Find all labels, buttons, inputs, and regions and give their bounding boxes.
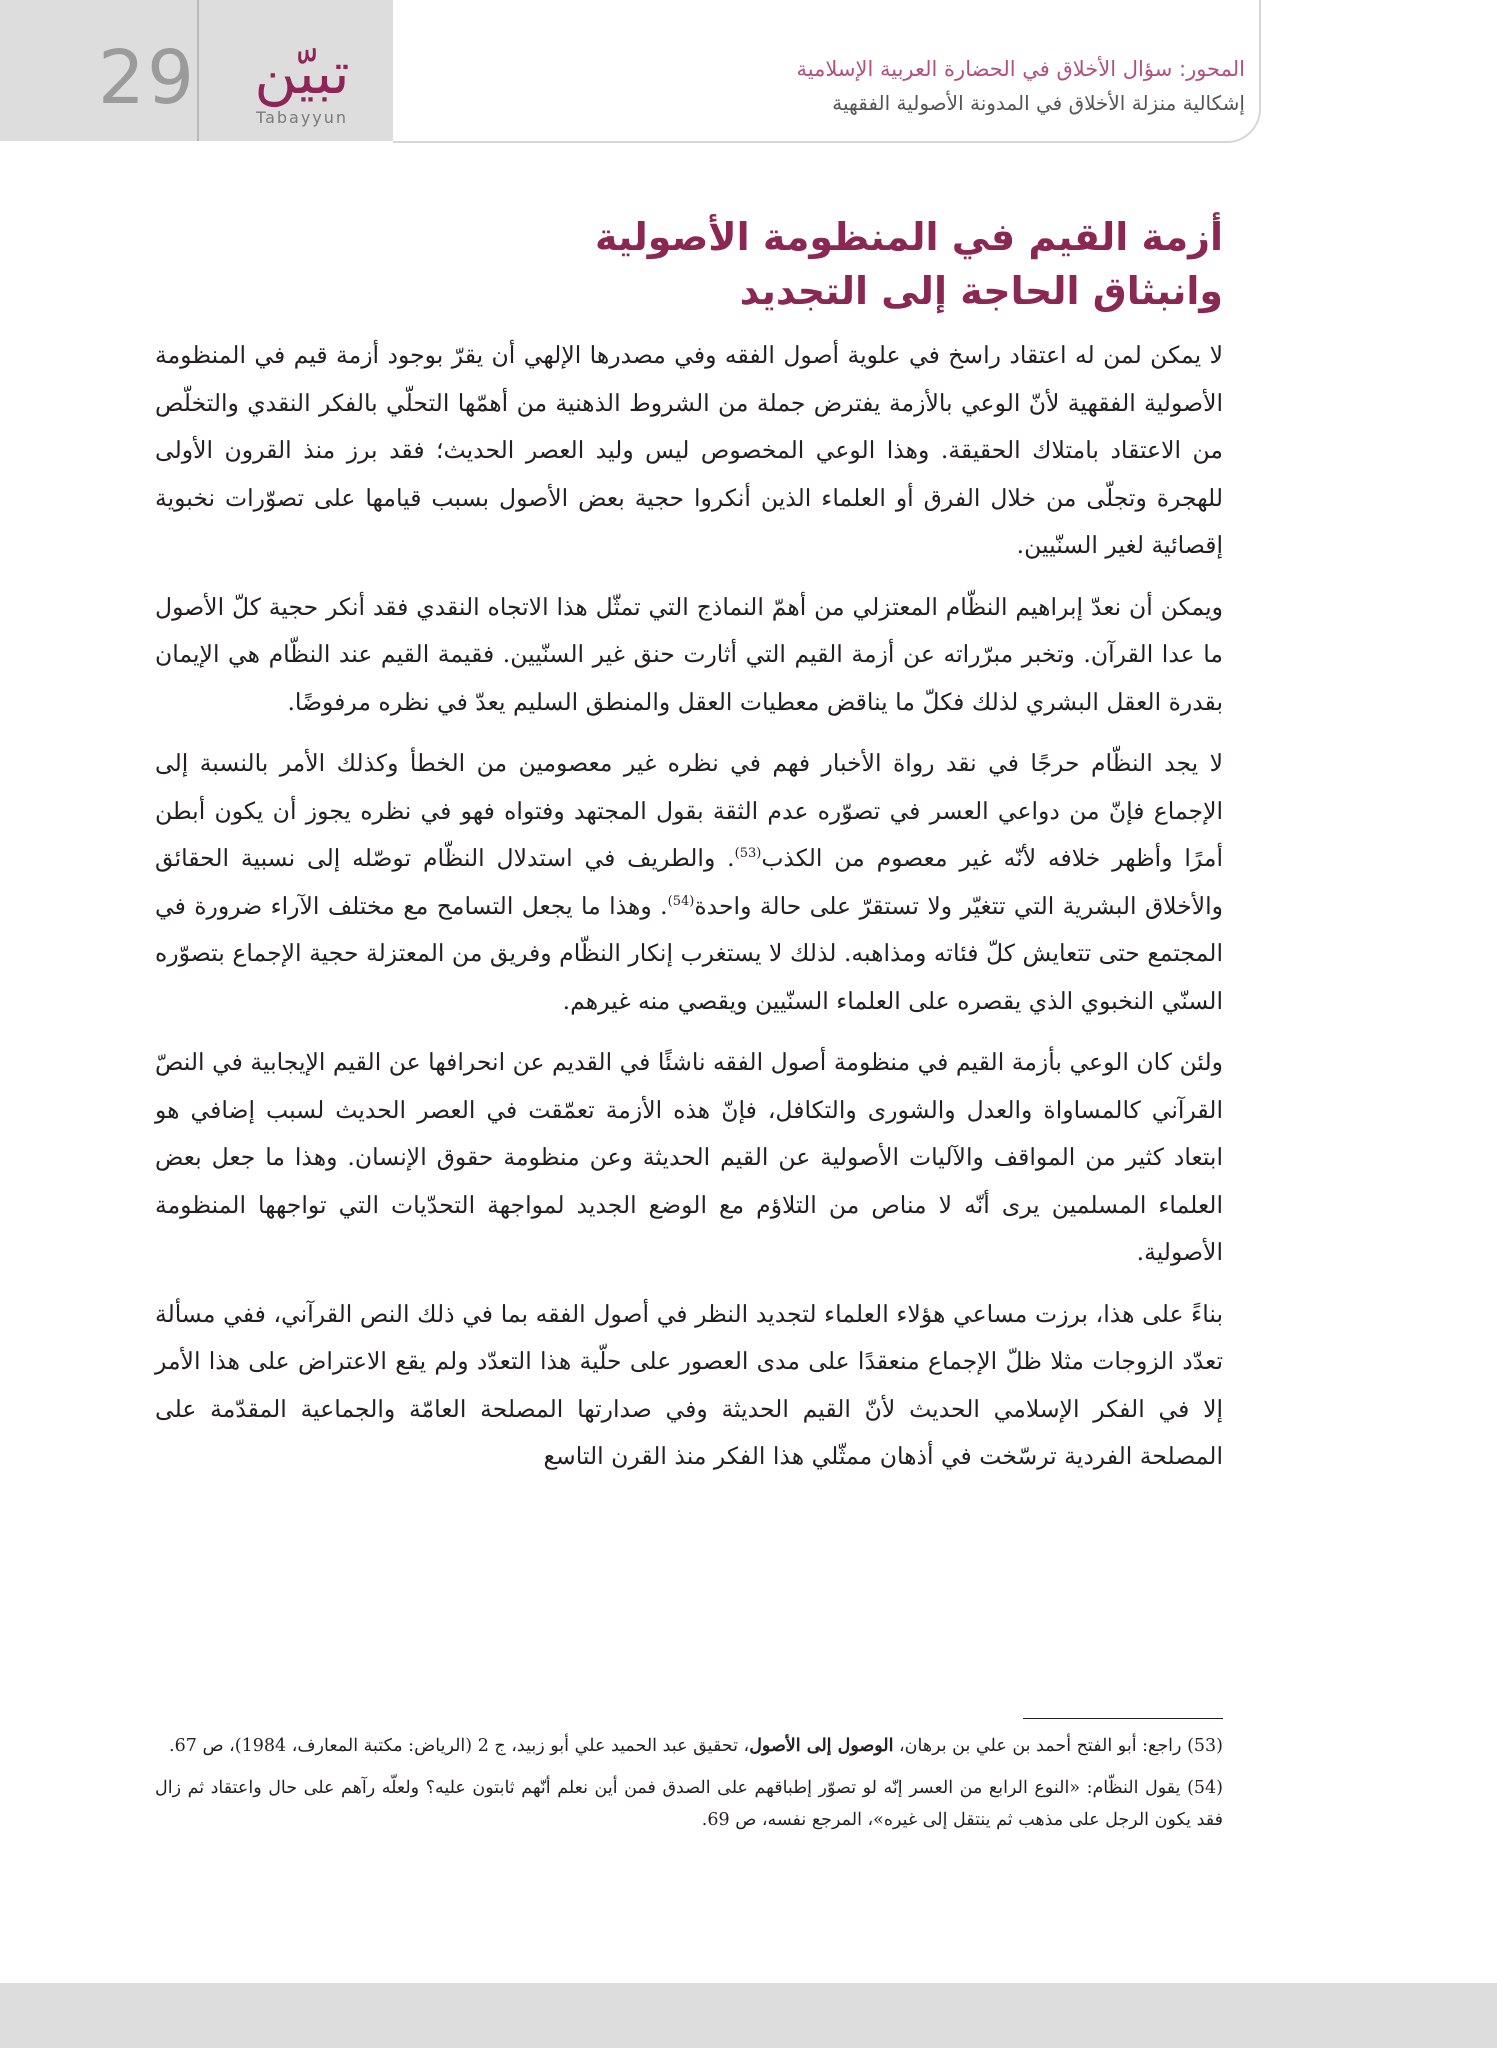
footnotes [155, 1730, 1223, 1836]
paragraph-1: لا يمكن لمن له اعتقاد راسخ في علوية أصول الفقه وفي مصدرها الإلهي أن يقرّ بوجود أزمة قيم في المنظومة الأصولية الفقهية لأنّ الوعي بالأزمة يفترض جملة من الشروط الذهنية من أهمّها التحلّي بالفكر النقدي والتخلّص من الاعتقاد بامتلاك الحقيقة. وهذا الوعي المخصوص ليس وليد العصر الحديث؛ فقد برز منذ القرون الأولى للهجرة وتجلّى من خلال الفرق أو العلماء الذين أنكروا حجية بعض الأصول بسبب قيامها على تصوّرات نخبوية إقصائية لغير السنّيين. [155, 341, 1223, 559]
article-title: إشكالية منزلة الأخلاق في المدونة الأصولية الفقهية [832, 91, 1245, 115]
footnote-54 [155, 1772, 1223, 1836]
footnote-number: (53) [1187, 1736, 1223, 1756]
header-divider [197, 0, 199, 141]
footnote-53 [155, 1730, 1223, 1762]
footnote-53-book-title: الوصول إلى الأصول [749, 1736, 894, 1756]
paragraph-2: ويمكن أن نعدّ إبراهيم النظّام المعتزلي من أهمّ النماذج التي تمثّل هذا الاتجاه النقدي فقد أنكر حجية كلّ الأصول ما عدا القرآن. وتخبر مبرّراته عن أزمة القيم التي أثارت حنق غير السنّيين. فقيمة القيم عند النظّام هي الإيمان بقدرة العقل البشري لذلك فكلّ ما يناقض معطيات العقل والمنطق السليم يعدّ في نظره مرفوضًا. [155, 592, 1223, 716]
logo-latin: Tabayyun [255, 108, 349, 127]
section-title: المحور: سؤال الأخلاق في الحضارة العربية الإسلامية [796, 57, 1245, 81]
footer-band [0, 1983, 1497, 2048]
paragraph-5: بناءً على هذا، برزت مساعي هؤلاء العلماء لتجديد النظر في أصول الفقه بما في ذلك النص القرآني، ففي مسألة تعدّد الزوجات مثلا ظلّ الإجماع منعقدًا على مدى العصور على حلّية هذا التعدّد ولم يقع الاعتراض على هذا الأمر إلا في الفكر الإسلامي الحديث لأنّ القيم الحديثة وفي صدارتها المصلحة العامّة والجماعية المقدّمة على المصلحة الفردية ترسّخت في أذهان ممثّلي هذا الفكر منذ القرن التاسع [155, 1299, 1223, 1470]
paragraph-3-part-3: . وهذا ما يجعل التسامح مع مختلف الآراء ضرورة في المجتمع حتى تتعايش كلّ فئاته ومذاهبه. لذلك لا يستغرب إنكار النظّام وفريق من المعتزلة حجية الإجماع بتصوّره السنّي النخبوي الذي يقصره على العلماء السنّيين ويقصي منه غيرهم. [155, 891, 1223, 1015]
body-text [155, 332, 1223, 1481]
paragraph-3-part-1: لا يجد النظّام حرجًا في نقد رواة الأخبار فهم في نظره غير معصومين من الخطأ وكذلك الأمر بالنسبة إلى الإجماع فإنّ من دواعي العسر في تصوّره عدم الثقة بقول المجتهد وفتواه فهو في نظره يجوز أن يكون أبطن أمرًا وأظهر خلافه لأنّه غير معصوم من الكذب [155, 749, 1223, 872]
paragraph-4: ولئن كان الوعي بأزمة القيم في منظومة أصول الفقه ناشئًا في القديم عن انحرافها عن القيم الإيجابية في النصّ القرآني كالمساواة والعدل والشورى والتكافل، فإنّ هذه الأزمة تعمّقت في العصر الحديث لسبب إضافي هو ابتعاد كثير من المواقف والآليات الأصولية عن القيم الحديثة وعن منظومة حقوق الإنسان. وهذا ما جعل بعض العلماء المسلمين يرى أنّه لا مناص من التلاؤم مع الوضع الجديد لمواجهة التحدّيات التي تواجهها المنظومة الأصولية. [155, 1048, 1223, 1266]
footnote-54-text: يقول النظّام: «النوع الرابع من العسر إنّه لو تصوّر إطباقهم على الصدق فمن أين نعلم أنّهم ثابتون عليه؟ ولعلّه رآهم على حال واعتقاد ثم زال فقد يكون الرجل على مذهب ثم ينتقل إلى غيره»، المرجع نفسه، ص 69. [155, 1778, 1223, 1830]
journal-logo [212, 39, 392, 134]
heading-line-1: أزمة القيم في المنظومة الأصولية [594, 215, 1223, 259]
footnote-ref-53[interactable]: (53) [734, 846, 762, 862]
footnote-separator [1023, 1718, 1223, 1719]
header-number-panel [0, 0, 393, 141]
footnote-53-post: ، تحقيق عبد الحميد علي أبو زبيد، ج 2 (الرياض: مكتبة المعارف، 1984)، ص 67. [169, 1736, 750, 1756]
section-heading [223, 210, 1223, 318]
paragraph-3-part-2: . والطريف في استدلال النظّام توصّله إلى نسبية الحقائق والأخلاق البشرية التي تتغيّر ولا تستقرّ على حالة واحدة [155, 844, 1224, 920]
footnote-number: (54) [1187, 1778, 1223, 1798]
heading-line-2: وانبثاق الحاجة إلى التجديد [739, 269, 1223, 313]
logo-arabic: تبيّن [254, 39, 350, 107]
footnote-53-pre: راجع: أبو الفتح أحمد بن علي بن برهان، [893, 1736, 1182, 1756]
footnote-ref-54[interactable]: (54) [667, 893, 695, 909]
page-number: 29 [97, 35, 197, 121]
paragraph-3 [155, 740, 1223, 1025]
